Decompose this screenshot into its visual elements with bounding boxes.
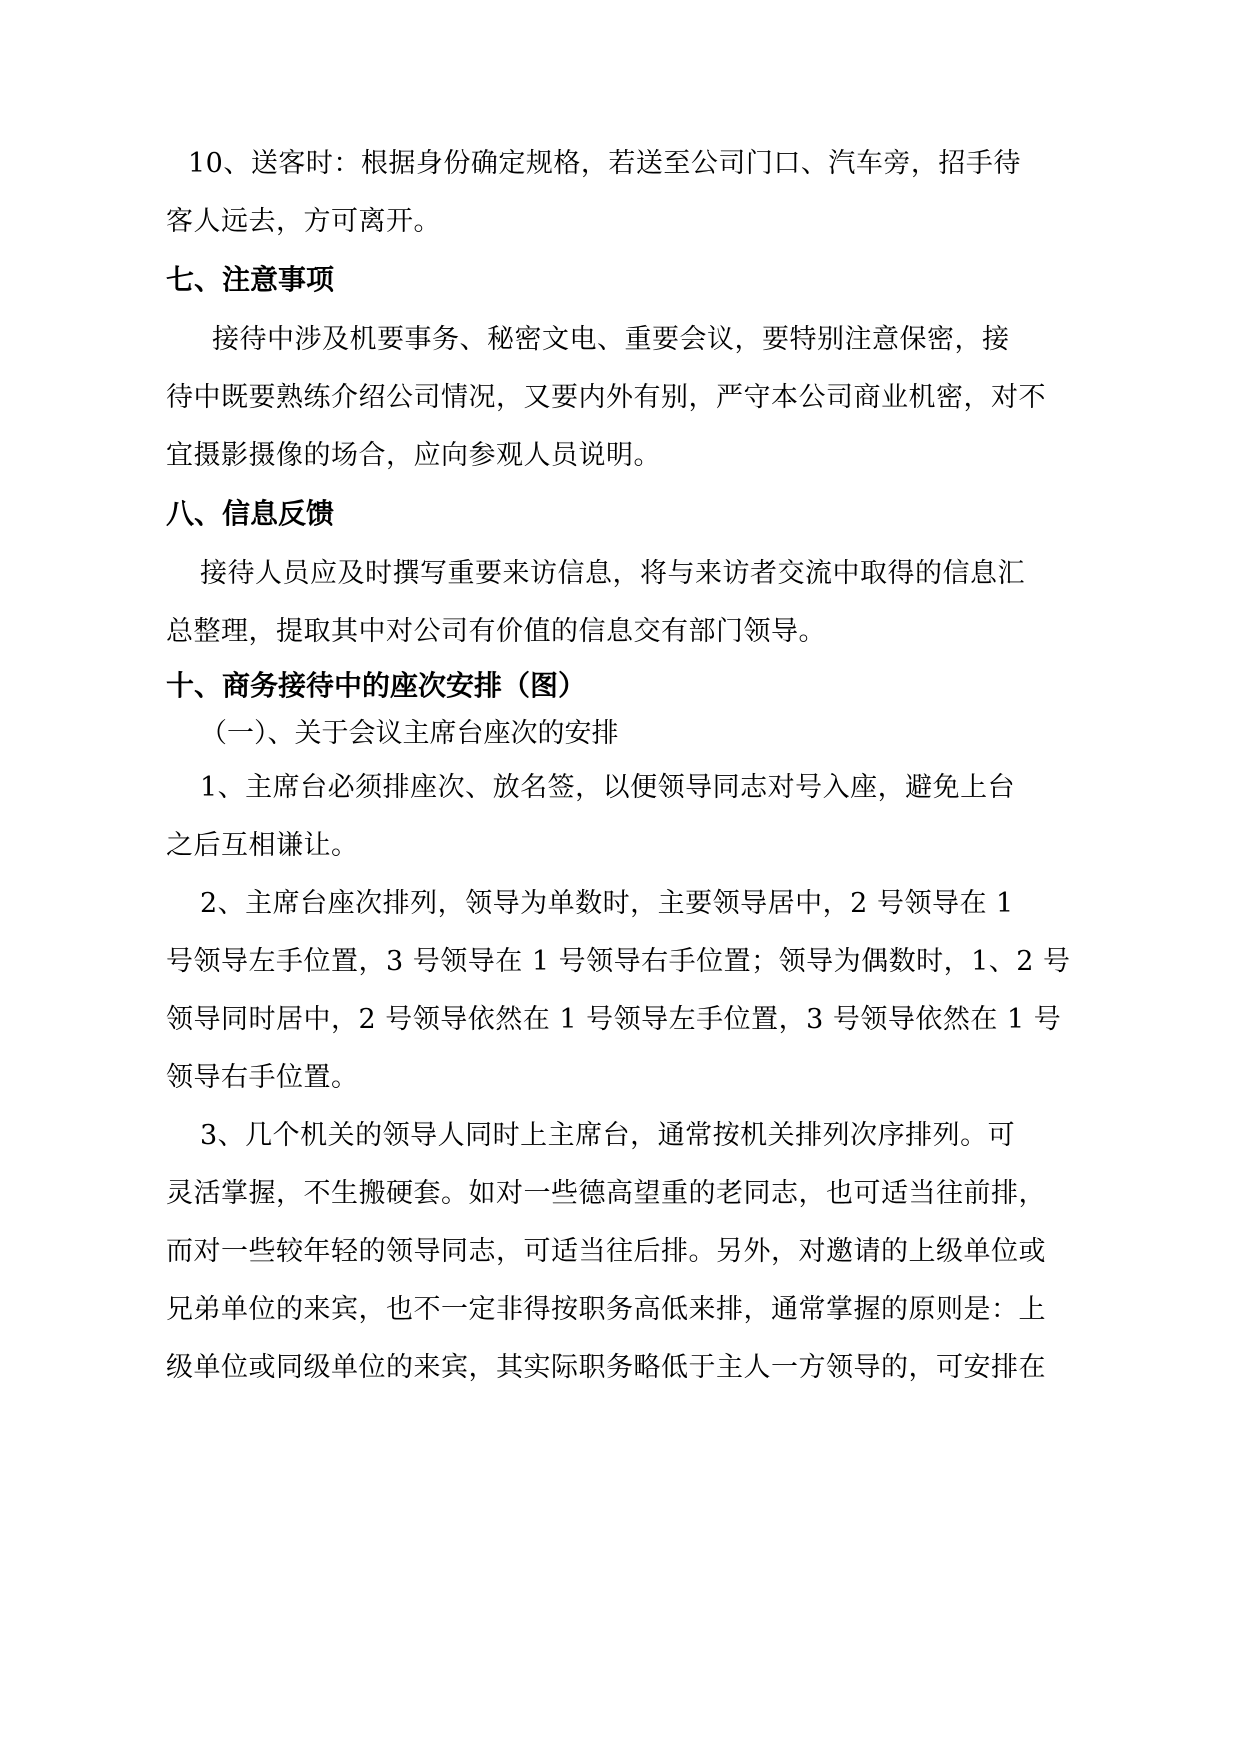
feedback-line-1: 接待人员应及时撰写重要来访信息，将与来访者交流中取得的信息汇: [200, 558, 1025, 589]
notes-line-3: 宜摄影摄像的场合，应向参观人员说明。: [166, 440, 661, 471]
seating-item3-line-1: 3、几个机关的领导人同时上主席台，通常按机关排列次序排列。可: [200, 1120, 1016, 1151]
feedback-line-2: 总整理，提取其中对公司有价值的信息交有部门领导。: [166, 616, 826, 647]
seating-item3-line-3: 而对一些较年轻的领导同志，可适当往后排。另外，对邀请的上级单位或: [166, 1236, 1046, 1267]
seating-item1-line-1: 1、主席台必须排座次、放名签，以便领导同志对号入座，避免上台: [200, 772, 1016, 803]
seating-item2-line-4: 领导右手位置。: [166, 1062, 359, 1093]
notes-line-1: 接待中涉及机要事务、秘密文电、重要会议，要特别注意保密，接: [212, 324, 1010, 355]
seating-item3-line-5: 级单位或同级单位的来宾，其实际职务略低于主人一方领导的，可安排在: [166, 1352, 1046, 1383]
seating-item2-line-1: 2、主席台座次排列，领导为单数时，主要领导居中，2 号领导在 1: [200, 888, 1014, 919]
seating-item2-line-2: 号领导左手位置，3 号领导在 1 号领导右手位置；领导为偶数时，1、2 号: [166, 946, 1071, 977]
notes-line-2: 待中既要熟练介绍公司情况，又要内外有别，严守本公司商业机密，对不: [166, 382, 1046, 413]
seating-item1-line-2: 之后互相谦让。: [166, 830, 359, 861]
send-off-line-2: 客人远去，方可离开。: [166, 206, 441, 237]
section-heading-feedback: 八、信息反馈: [166, 497, 335, 530]
section-heading-notes: 七、注意事项: [166, 263, 335, 296]
seating-item3-line-2: 灵活掌握，不生搬硬套。如对一些德高望重的老同志，也可适当往前排，: [166, 1178, 1046, 1209]
seating-item2-line-3: 领导同时居中，2 号领导依然在 1 号领导左手位置，3 号领导依然在 1 号: [166, 1004, 1062, 1035]
section-heading-seating: 十、商务接待中的座次安排（图）: [166, 669, 587, 702]
seating-subheading: （一）、关于会议主席台座次的安排: [200, 718, 619, 749]
send-off-line-1: 10、送客时：根据身份确定规格，若送至公司门口、汽车旁，招手待: [188, 148, 1021, 179]
seating-item3-line-4: 兄弟单位的来宾，也不一定非得按职务高低来排，通常掌握的原则是：上: [166, 1294, 1046, 1325]
